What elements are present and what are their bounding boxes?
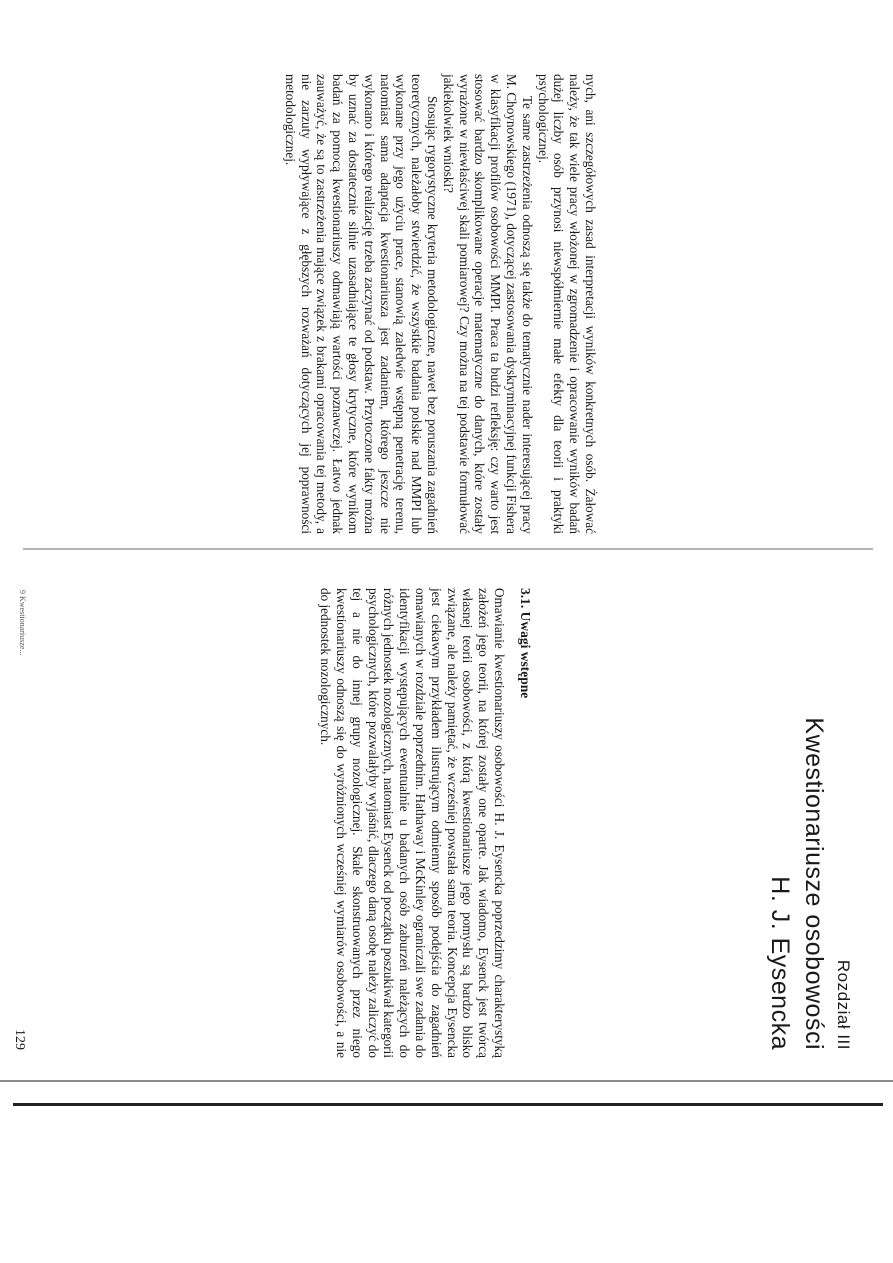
section-heading: 3.1. Uwagi wstępne bbox=[518, 588, 533, 699]
paragraph: Stosując rygorystyczne kryteria metodologiczne, nawet bez poruszania zagadnień teoretycznych, należałoby stwierdzić, że wszystkie badania polskie nad MMPI lub wykonane przy jego użyciu prace, stanowią zaledwie wstępną penetrację terenu, natomiast sama adaptacja kwestionariusza jest zadaniem, którego jeszcze nie wykonano i którego realizację trzeba zaczynać od podstaw. Przytoczone fakty można by uznać za dostatecznie silnie uzasadniające te głosy krytyczne, które wynikom badań za pomocą kwestionariuszy odmawiają wartości poznawczej. Łatwo jednak zauważyć, że są to zastrzeżenia mające związek z brakami opracowania tej metody, a nie zarzuty wypływające z głębszych rozważań dotyczących jej poprawności metodologicznej. bbox=[282, 74, 441, 534]
footnote: 9 Kwestionariusze... bbox=[18, 590, 27, 656]
book-gutter bbox=[23, 548, 873, 550]
chapter-title-line: Kwestionariusze osobowości bbox=[800, 717, 828, 1050]
page-edge-shadow bbox=[0, 1080, 893, 1082]
paragraph: Omawianie kwestionariuszy osobowości H. J. Eysencka poprzedzimy charakterystyką założeń jego teorii, na której zostały one oparte. Jak wiadomo, Eysenck jest twórcą własnej teorii osobowości, z którą kwestionariusze jego pomysłu są bardzo blisko związane, ale należy pamiętać, że wcześniej powstała sama teoria. Koncepcja Eysencka jest ciekawym przykładem ilustrującym odmienny sposób podejścia do zagadnień omawianych w rozdziale poprzednim. Hathaway i McKinley ograniczali swe zadania do identyfikacji występujących ewentualnie u badanych osób zaburzeń należących do różnych jednostek nozologicznych, natomiast Eysenck od początku poszukiwał kategorii psychologicznych, które pozwalałyby wyjaśnić, dlaczego daną osobę należy zaliczyć do tej a nie do innej grupy nozologicznej. Skale skonstruowanych przez niego kwestionariuszy odnoszą się do wyróżnionych wcześniej wymiarów osobowości, a nie do jednostek nozologicznych. bbox=[318, 588, 507, 1058]
chapter-title-line: H. J. Eysencka bbox=[766, 876, 794, 1050]
chapter-label: Rozdział III bbox=[834, 959, 853, 1050]
page-number: 129 bbox=[12, 1029, 27, 1050]
right-page-text bbox=[317, 588, 507, 1058]
paragraph: Te same zastrzeżenia odnoszą się także do tematycznie nader interesującej pracy M. Choynowskiego (1971), dotyczącej zastosowania dyskryminacyjnej funkcji Fishera w klasyfikacji profilów osobowości MMPI. Praca ta budzi refleksję: czy warto jest stosować bardzo skomplikowane operacje matematyczne do danych, które zostały wyrażone w niewłaściwej skali pomiarowej? Czy można na tej podstawie formułować jakiekolwiek wnioski? bbox=[440, 74, 535, 534]
page-bottom-edge bbox=[13, 1103, 883, 1106]
paragraph: nych, ani szczegółowych zasad interpretacji wyników konkretnych osób. Żałować należy, że tak wiele pracy włożonej w zgromadzenie i opracowanie wyników badań dużej liczby osób przynosi niewspółmiernie małe efekty dla teorii i praktyki psychologicznej. bbox=[535, 74, 598, 534]
left-page-text bbox=[282, 74, 598, 534]
chapter-title bbox=[763, 540, 831, 1050]
